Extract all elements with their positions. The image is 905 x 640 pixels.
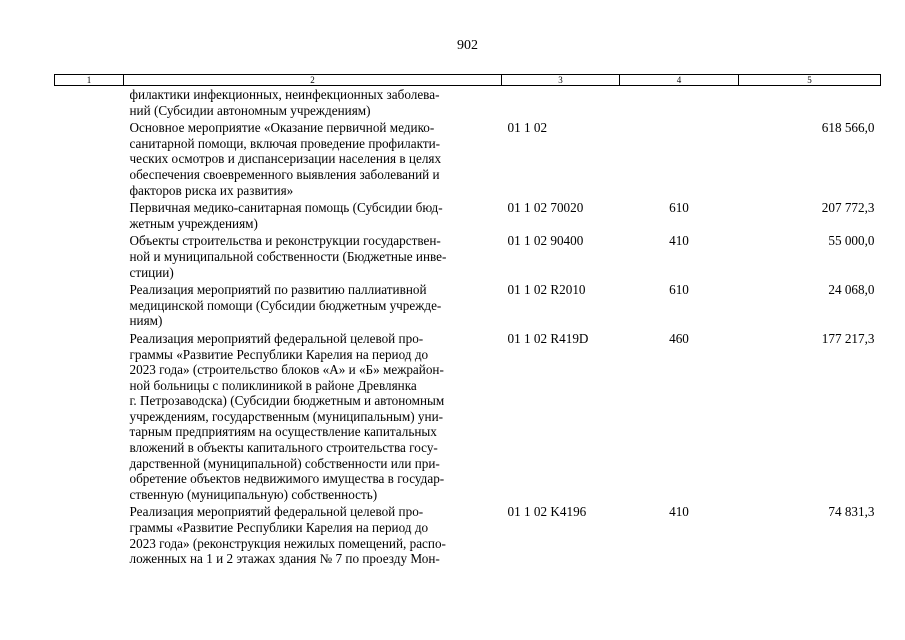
row-name-cell: [124, 200, 502, 233]
row-name-line: дарственной (муниципальной) собственности или при-: [129, 455, 440, 471]
row-target-article-cell: [502, 86, 620, 121]
row-name-line: ложенных на 1 и 2 этажах здания № 7 по проезду Мон-: [129, 551, 440, 567]
row-name-line: учреждениям, государственным (муниципальным) уни-: [129, 408, 444, 424]
row-name-line: Реализация мероприятий федеральной целевой про-: [129, 330, 424, 346]
row-name-line: ной и муниципальной собственности (Бюджетные инве-: [129, 248, 447, 264]
row-target-article-cell: 01 1 02 K4196: [507, 504, 587, 520]
row-expense-type-cell: 410: [669, 233, 689, 249]
row-name-line: стиции): [129, 264, 174, 280]
column-header-4: 4: [620, 75, 739, 86]
row-name-line: факторов риска их развития»: [129, 182, 294, 198]
row-expense-type-cell: 610: [669, 200, 689, 216]
row-amount-cell: 207 772,3: [821, 200, 875, 216]
row-amount-cell: [739, 86, 881, 121]
row-name-line: ческих осмотров и диспансеризации населения в целях: [129, 151, 442, 167]
row-expense-type-cell: 410: [669, 504, 689, 520]
table-body: [55, 86, 881, 569]
table-row: [55, 331, 881, 505]
row-name-line: г. Петрозаводска) (Субсидии бюджетным и автономным: [129, 393, 445, 409]
column-header-2: 2: [124, 75, 502, 86]
row-expense-type-cell: 460: [669, 330, 689, 346]
row-expense-type-cell: [620, 120, 739, 200]
row-name-line: тарным предприятиям на осуществление капитальных: [129, 424, 437, 440]
row-target-article-cell: 01 1 02 90400: [507, 233, 584, 249]
page-number: 902: [457, 38, 478, 53]
column-header-3: 3: [502, 75, 620, 86]
row-name-line: обретение объектов недвижимого имущества в государ-: [129, 471, 445, 487]
row-amount-cell: 618 566,0: [821, 120, 875, 136]
row-name-cell: [124, 233, 502, 282]
row-name-cell: [124, 331, 502, 505]
row-amount-cell: 74 831,3: [828, 504, 875, 520]
row-target-article-cell: 01 1 02 70020: [507, 200, 584, 216]
budget-table: [54, 74, 881, 569]
row-name-line: медицинской помощи (Субсидии бюджетным учрежде-: [129, 297, 442, 313]
row-name-cell: [124, 120, 502, 200]
row-name-line: обеспечения своевременного выявления заболеваний и: [129, 166, 440, 182]
row-name-line: Объекты строительства и реконструкции государствен-: [129, 233, 441, 249]
row-name-line: 2023 года» (строительство блоков «А» и «Б» межрайон-: [129, 362, 444, 378]
row-amount-cell: 24 068,0: [828, 282, 875, 298]
row-name-cell: [124, 86, 502, 121]
row-number-cell: [55, 233, 124, 282]
row-name-cell: [124, 504, 502, 568]
row-expense-type-cell: [620, 86, 739, 121]
row-name-line: Первичная медико-санитарная помощь (Субсидии бюд-: [129, 200, 443, 216]
column-header-1: 1: [55, 75, 124, 86]
row-target-article-cell: 01 1 02: [507, 120, 548, 136]
table-row: [55, 233, 881, 282]
row-name-line: Основное мероприятие «Оказание первичной медико-: [129, 120, 435, 136]
row-name-line: санитарной помощи, включая проведение профилакти-: [129, 135, 441, 151]
row-name-line: граммы «Развитие Республики Карелия на период до: [129, 520, 429, 536]
row-amount-cell: 177 217,3: [821, 330, 875, 346]
table-header-row: [55, 75, 881, 86]
row-target-article-cell: 01 1 02 R2010: [507, 282, 586, 298]
row-name-line: жетным учреждениям): [129, 215, 258, 231]
row-target-article-cell: 01 1 02 R419D: [507, 330, 589, 346]
table-row: [55, 120, 881, 200]
row-number-cell: [55, 200, 124, 233]
row-name-cell: [124, 282, 502, 331]
row-number-cell: [55, 86, 124, 121]
row-name-line: ний (Субсидии автономным учреждениям): [129, 102, 371, 118]
column-header-5: 5: [739, 75, 881, 86]
row-name-line: граммы «Развитие Республики Карелия на период до: [129, 346, 429, 362]
row-number-cell: [55, 120, 124, 200]
row-name-line: Реализация мероприятий федеральной целевой про-: [129, 504, 424, 520]
row-name-line: филактики инфекционных, неинфекционных заболева-: [129, 87, 440, 102]
row-number-cell: [55, 504, 124, 568]
table-row: [55, 282, 881, 331]
row-name-line: ниям): [129, 313, 163, 329]
row-name-line: Реализация мероприятий по развитию паллиативной: [129, 282, 427, 298]
table-row: [55, 200, 881, 233]
row-expense-type-cell: 610: [669, 282, 689, 298]
row-name-line: ственную (муниципальную) собственность): [129, 486, 378, 502]
row-number-cell: [55, 282, 124, 331]
row-amount-cell: 55 000,0: [828, 233, 875, 249]
table-row: [55, 86, 881, 121]
row-name-line: 2023 года» (реконструкция нежилых помещений, распо-: [129, 535, 446, 551]
row-name-line: ной больницы с поликлиникой в районе Древлянка: [129, 377, 417, 393]
table-row: [55, 504, 881, 568]
row-name-line: вложений в объекты капитального строительства госу-: [129, 440, 438, 456]
row-number-cell: [55, 331, 124, 505]
